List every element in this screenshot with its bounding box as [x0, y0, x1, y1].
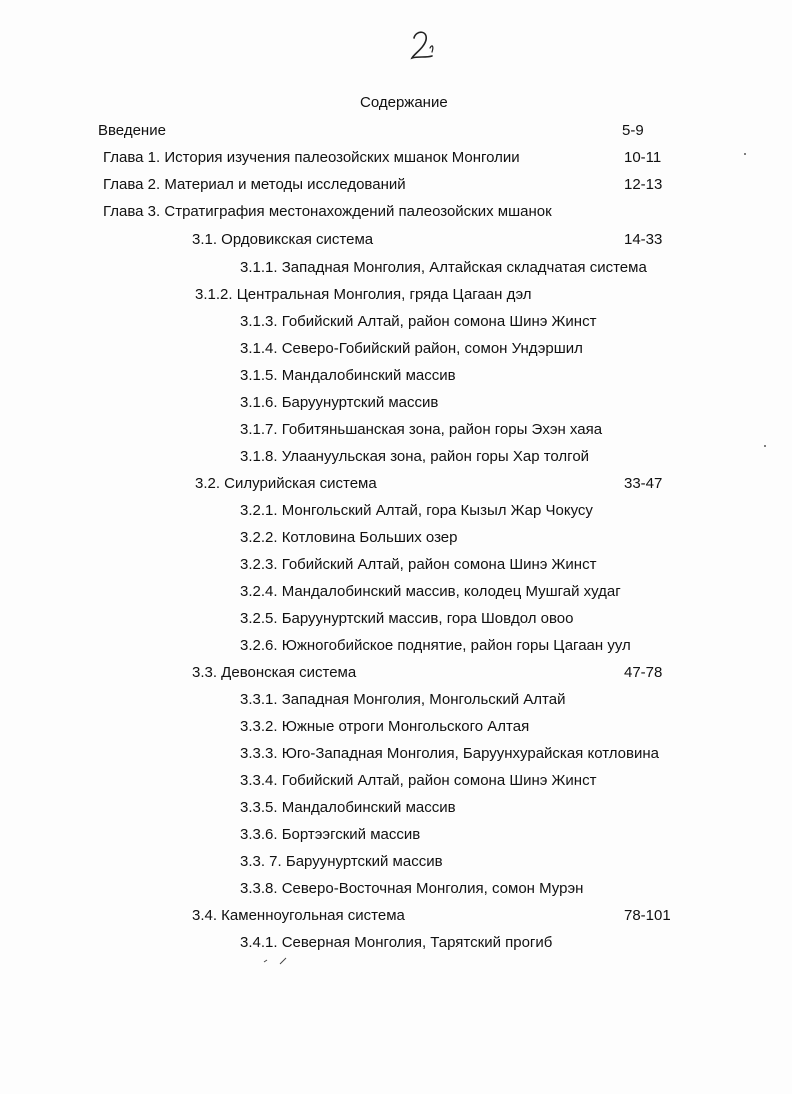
handwritten-page-number-icon [402, 26, 442, 66]
toc-entry-section: 3.3. Девонская система [192, 664, 357, 681]
toc-entry-intro: Введение [98, 122, 166, 139]
toc-entry-subsection: 3.3.6. Бортээгский массив [240, 826, 421, 843]
toc-entry-section: 3.1. Ордовикская система [192, 231, 374, 248]
toc-page-number: 12-13 [624, 176, 663, 193]
toc-entry-subsection: 3.2.3. Гобийский Алтай, район сомона Шинэ Жинст [240, 556, 597, 573]
toc-entry-subsection: 3.1.1. Западная Монголия, Алтайская складчатая система [240, 259, 647, 276]
toc-page-number: 78-101 [624, 907, 671, 924]
toc-entry-subsection: 3.2.4. Мандалобинский массив, колодец Мушгай худаг [240, 583, 621, 600]
toc-entry-subsection: 3.3.8. Северо-Восточная Монголия, сомон Мурэн [240, 880, 584, 897]
toc-entry-subsection: 3.1.4. Северо-Гобийский район, сомон Ундэршил [240, 340, 583, 357]
toc-page-number: 33-47 [624, 475, 663, 492]
scan-mark-icon [262, 954, 292, 966]
toc-entry-subsection: 3.1.7. Гобитяньшанская зона, район горы Эхэн хаяа [240, 421, 603, 438]
toc-entry-subsection: 3.3.4. Гобийский Алтай, район сомона Шинэ Жинст [240, 772, 597, 789]
scan-speck [744, 153, 746, 155]
toc-entry-subsection: 3.3.5. Мандалобинский массив [240, 799, 456, 816]
toc-entry-subsection: 3.2.5. Баруунуртский массив, гора Шовдол овоо [240, 610, 574, 627]
toc-entry-subsection: 3.3.2. Южные отроги Монгольского Алтая [240, 718, 530, 735]
toc-entry-subsection: 3.2.6. Южногобийское поднятие, район горы Цагаан уул [240, 637, 631, 654]
toc-entry-chapter: Глава 1. История изучения палеозойских мшанок Монголии [103, 149, 520, 166]
toc-entry-chapter: Глава 3. Стратиграфия местонахождений палеозойских мшанок [103, 203, 552, 220]
toc-entry-chapter: Глава 2. Материал и методы исследований [103, 176, 406, 193]
page-title: Содержание [360, 94, 448, 111]
toc-entry-subsection: 3.1.2. Центральная Монголия, гряда Цагаан дэл [195, 286, 532, 303]
toc-entry-subsection: 3.1.3. Гобийский Алтай, район сомона Шинэ Жинст [240, 313, 597, 330]
toc-page-number: 5-9 [622, 122, 644, 139]
toc-entry-subsection: 3.2.1. Монгольский Алтай, гора Кызыл Жар Чокусу [240, 502, 593, 519]
toc-page-number: 10-11 [624, 149, 662, 166]
toc-page-number: 14-33 [624, 231, 663, 248]
toc-entry-section: 3.2. Силурийская система [195, 475, 377, 492]
toc-entry-section: 3.4. Каменноугольная система [192, 907, 405, 924]
toc-entry-subsection: 3.1.8. Улаануульская зона, район горы Хар толгой [240, 448, 590, 465]
toc-entry-subsection: 3.2.2. Котловина Больших озер [240, 529, 458, 546]
toc-entry-subsection: 3.3.3. Юго-Западная Монголия, Баруунхурайская котловина [240, 745, 659, 762]
scan-speck [764, 445, 766, 447]
toc-entry-subsection: 3.4.1. Северная Монголия, Тарятский прогиб [240, 934, 553, 951]
toc-entry-subsection: 3.3. 7. Баруунуртский массив [240, 853, 443, 870]
toc-entry-subsection: 3.1.5. Мандалобинский массив [240, 367, 456, 384]
toc-entry-subsection: 3.1.6. Баруунуртский массив [240, 394, 439, 411]
toc-page-number: 47-78 [624, 664, 663, 681]
toc-entry-subsection: 3.3.1. Западная Монголия, Монгольский Алтай [240, 691, 566, 708]
